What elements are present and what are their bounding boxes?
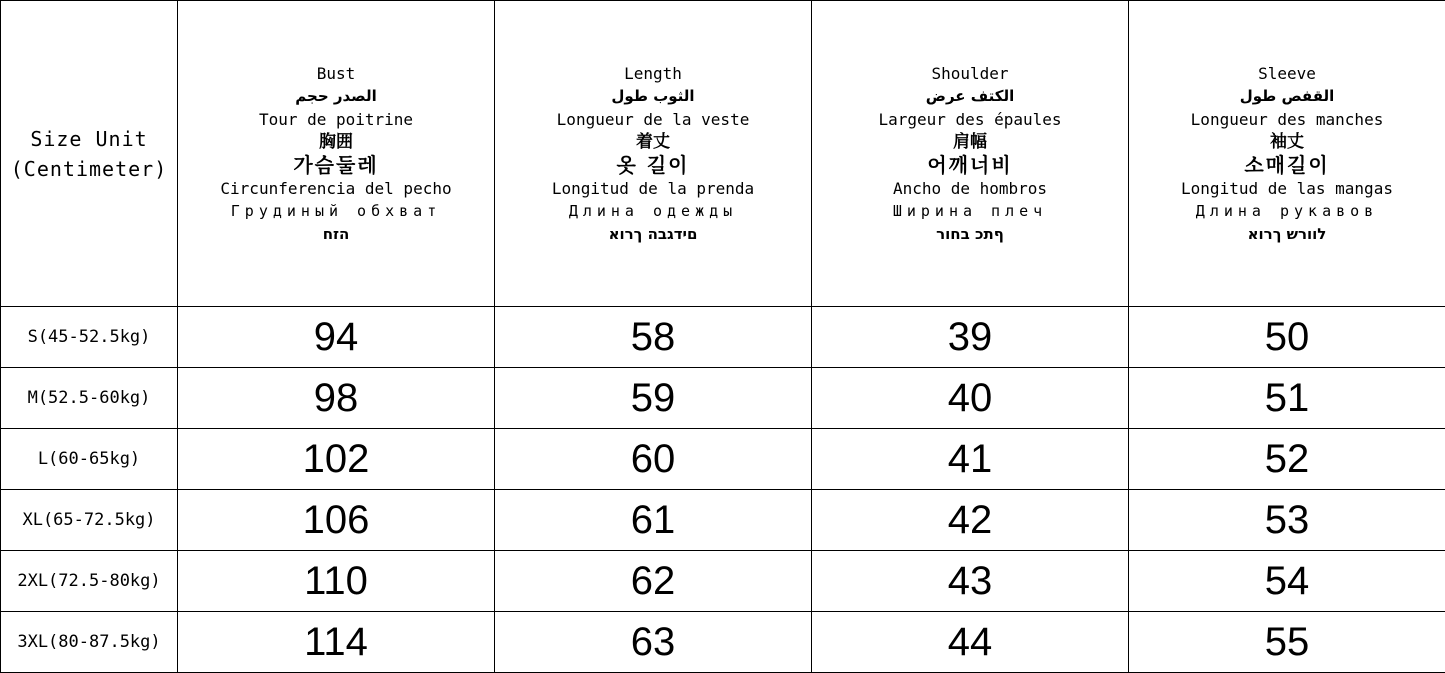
table-row [1,307,1445,368]
column-header-length-en: Length [495,62,811,85]
size-label: S(45-52.5kg) [1,307,178,368]
column-header-bust-en: Bust [178,62,494,85]
size-unit-measure: (Centimeter) [1,154,177,184]
column-header-bust-es: Circunferencia del pecho [178,177,494,200]
measurement-shoulder: 39 [812,307,1129,368]
column-header-shoulder-ko: 어깨너비 [812,154,1128,177]
measurement-bust: 110 [178,551,495,612]
size-unit-label: Size Unit [1,124,177,154]
measurement-shoulder: 44 [812,612,1129,673]
size-chart-body [1,1,1445,673]
column-header-bust-fr: Tour de poitrine [178,108,494,131]
column-header-length-ru: Длина одежды [495,200,811,223]
column-header-length-he: םידגבה ךרוא [495,223,811,246]
measurement-sleeve: 54 [1129,551,1445,612]
column-header-bust-cjk: 胸囲 [178,131,494,154]
measurement-sleeve: 50 [1129,307,1445,368]
column-header-shoulder-ar: الكتف عرض [812,85,1128,108]
column-header-sleeve-ru: Длина рукавов [1129,200,1445,223]
column-header-shoulder-fr: Largeur des épaules [812,108,1128,131]
size-label: XL(65-72.5kg) [1,490,178,551]
column-header-length [495,1,812,307]
measurement-bust: 102 [178,429,495,490]
size-unit-header [1,1,178,307]
measurement-length: 58 [495,307,812,368]
measurement-sleeve: 51 [1129,368,1445,429]
table-row [1,429,1445,490]
column-header-shoulder-es: Ancho de hombros [812,177,1128,200]
column-header-sleeve [1129,1,1445,307]
column-header-sleeve-cjk: 袖丈 [1129,131,1445,154]
measurement-sleeve: 52 [1129,429,1445,490]
column-header-bust [178,1,495,307]
column-header-length-ar: الثوب طول [495,85,811,108]
measurement-shoulder: 41 [812,429,1129,490]
column-header-bust-he: הזח [178,223,494,246]
column-header-length-es: Longitud de la prenda [495,177,811,200]
column-header-sleeve-he: לוורש ךרוא [1129,223,1445,246]
column-header-bust-ru: Грудиный обхват [178,200,494,223]
column-header-bust-ko: 가슴둘레 [178,154,494,177]
column-header-sleeve-fr: Longueur des manches [1129,108,1445,131]
measurement-bust: 94 [178,307,495,368]
column-header-bust-ar: الصدر حجم [178,85,494,108]
column-header-shoulder-ru: Ширина плеч [812,200,1128,223]
measurement-bust: 106 [178,490,495,551]
size-label: L(60-65kg) [1,429,178,490]
table-row [1,612,1445,673]
measurement-length: 60 [495,429,812,490]
measurement-shoulder: 40 [812,368,1129,429]
measurement-sleeve: 55 [1129,612,1445,673]
size-label: 3XL(80-87.5kg) [1,612,178,673]
size-label: M(52.5-60kg) [1,368,178,429]
measurement-sleeve: 53 [1129,490,1445,551]
column-header-shoulder [812,1,1129,307]
column-header-sleeve-en: Sleeve [1129,62,1445,85]
measurement-length: 62 [495,551,812,612]
table-row [1,490,1445,551]
column-header-length-cjk: 着丈 [495,131,811,154]
column-header-length-fr: Longueur de la veste [495,108,811,131]
measurement-length: 61 [495,490,812,551]
column-header-shoulder-cjk: 肩幅 [812,131,1128,154]
column-header-length-ko: 옷 길이 [495,154,811,177]
column-header-sleeve-ar: القفص طول [1129,85,1445,108]
table-row [1,551,1445,612]
measurement-length: 63 [495,612,812,673]
measurement-shoulder: 43 [812,551,1129,612]
table-row [1,368,1445,429]
size-label: 2XL(72.5-80kg) [1,551,178,612]
column-header-shoulder-he: ףתכ בחור [812,223,1128,246]
column-header-sleeve-ko: 소매길이 [1129,154,1445,177]
measurement-bust: 114 [178,612,495,673]
measurement-shoulder: 42 [812,490,1129,551]
column-header-shoulder-en: Shoulder [812,62,1128,85]
header-row [1,1,1445,307]
column-header-sleeve-es: Longitud de las mangas [1129,177,1445,200]
measurement-bust: 98 [178,368,495,429]
measurement-length: 59 [495,368,812,429]
